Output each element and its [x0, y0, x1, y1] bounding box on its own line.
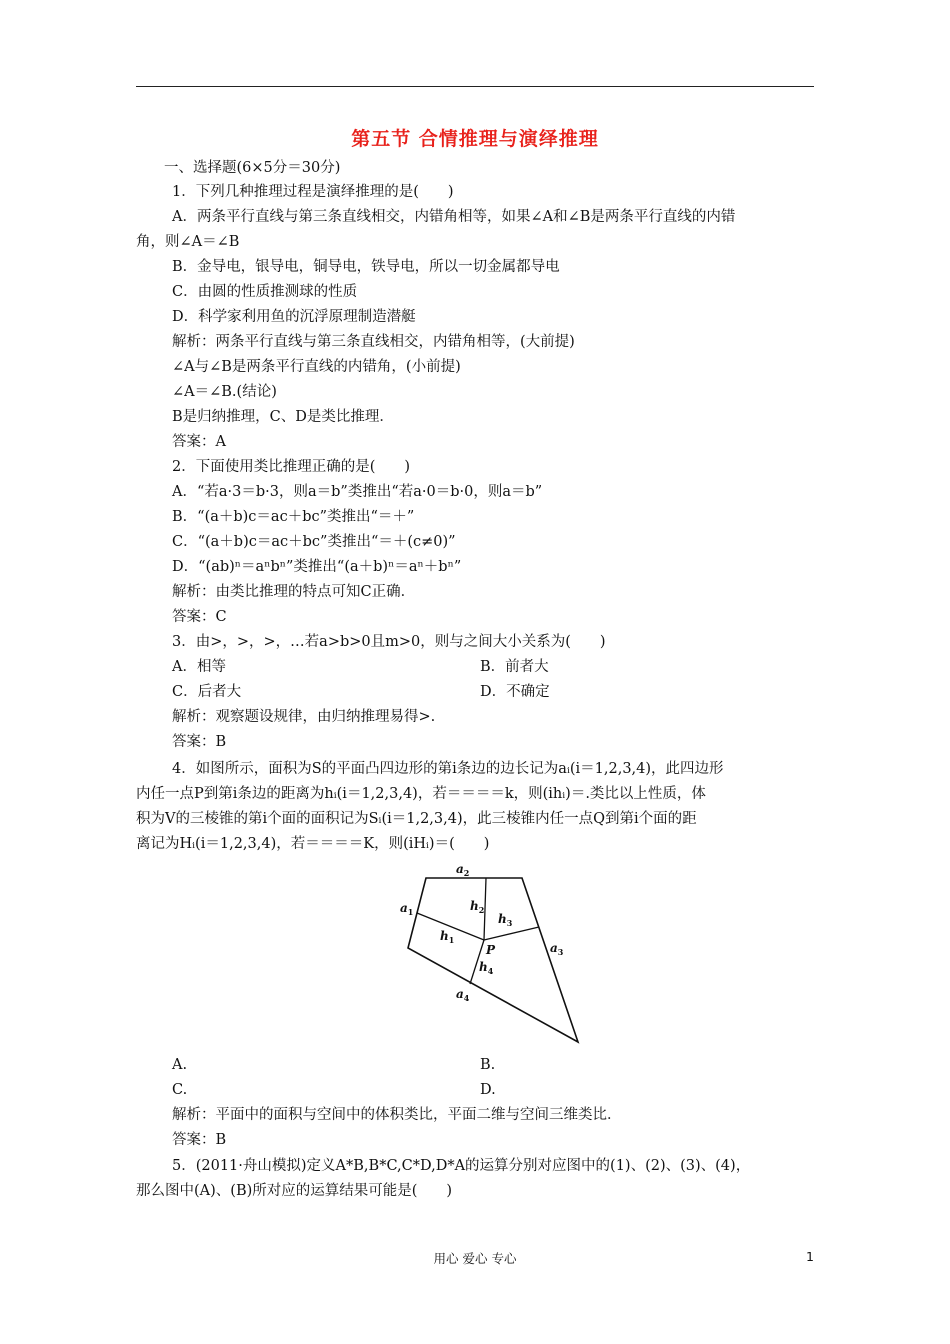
- q1-option-b: B．金导电，银导电，铜导电，铁导电，所以一切金属都导电: [172, 259, 560, 275]
- label-a4: $a_4$: [456, 987, 470, 1003]
- page-title: 第五节 合情推理与演绎推理: [351, 128, 599, 150]
- header-rule: [136, 86, 814, 87]
- q4-option-a: A.: [172, 1057, 188, 1073]
- label-h1: $h_1$: [440, 929, 455, 945]
- q3-stem: 3．由>，>，>，…若a>b>0且m>0，则与之间大小关系为( ): [172, 634, 606, 650]
- q4-answer: 答案：B: [172, 1132, 227, 1148]
- q2-option-a: A．“若a·3＝b·3，则a＝b”类推出“若a·0＝b·0，则a＝b”: [172, 484, 543, 500]
- label-a2: $a_2$: [456, 862, 470, 878]
- q2-option-b: B．“(a＋b)c＝ac＋bc”类推出“＝＋”: [172, 509, 415, 525]
- q4-solution: 解析：平面中的面积与空间中的体积类比，平面二维与空间三维类比．: [172, 1107, 622, 1123]
- label-h4: $h_4$: [479, 960, 494, 976]
- q1-option-a-cont: 角，则∠A＝∠B: [136, 234, 240, 250]
- segment-h3: [484, 927, 539, 940]
- label-a3: $a_3$: [550, 941, 564, 957]
- q4-line-4: 离记为Hᵢ(i＝1,2,3,4)，若＝＝＝＝K，则(iHᵢ)＝( ): [136, 836, 490, 852]
- q5-line-1: 5．(2011·舟山模拟)定义A*B,B*C,C*D,D*A的运算分别对应图中的(1)、(2)、(3)、(4)，: [172, 1158, 751, 1174]
- q2-solution: 解析：由类比推理的特点可知C正确．: [172, 584, 416, 600]
- q4-line-1: 4．如图所示，面积为S的平面凸四边形的第i条边的边长记为aᵢ(i＝1,2,3,4)，此四边形: [172, 761, 724, 777]
- label-h3: $h_3$: [498, 912, 513, 928]
- q2-option-c: C．“(a＋b)c＝ac＋bc”类推出“＝＋(c≠0)”: [172, 534, 456, 550]
- label-a1: $a_1$: [400, 901, 414, 917]
- q3-option-d: D．不确定: [480, 684, 550, 700]
- q1-option-a: A．两条平行直线与第三条直线相交，内错角相等，如果∠A和∠B是两条平行直线的内错: [172, 209, 736, 225]
- q1-solution-3: ∠A＝∠B.(结论): [172, 384, 277, 400]
- q3-option-a: A．相等: [172, 659, 226, 675]
- q1-option-c: C．由圆的性质推测球的性质: [172, 284, 358, 300]
- q4-line-3: 积为V的三棱锥的第i个面的面积记为Sᵢ(i＝1,2,3,4)，此三棱锥内任一点Q到第i个面的距: [136, 811, 697, 827]
- page-footer: 用心 爱心 专心: [433, 1251, 517, 1266]
- q2-stem: 2．下面使用类比推理正确的是( ): [172, 459, 411, 475]
- label-p: P: [486, 943, 496, 957]
- q1-solution-2: ∠A与∠B是两条平行直线的内错角，(小前提): [172, 359, 461, 375]
- q1-answer: 答案：A: [172, 434, 226, 450]
- q5-line-2: 那么图中(A)、(B)所对应的运算结果可能是( ): [136, 1183, 453, 1199]
- q4-line-2: 内任一点P到第i条边的距离为hᵢ(i＝1,2,3,4)，若＝＝＝＝k，则(ihᵢ)＝.类比以上性质，体: [136, 786, 706, 802]
- label-h2: $h_2$: [470, 899, 485, 915]
- q2-option-d: D．“(ab)ⁿ＝aⁿbⁿ”类推出“(a＋b)ⁿ＝aⁿ＋bⁿ”: [172, 559, 462, 575]
- q1-option-d: D．科学家利用鱼的沉浮原理制造潜艇: [172, 309, 416, 325]
- q3-answer: 答案：B: [172, 734, 227, 750]
- q4-option-d: D.: [480, 1082, 496, 1098]
- quadrilateral-figure: [396, 860, 586, 1045]
- q4-option-b: B.: [480, 1057, 496, 1073]
- q1-stem: 1．下列几种推理过程是演绎推理的是( ): [172, 184, 454, 200]
- q1-solution-1: 解析：两条平行直线与第三条直线相交，内错角相等，(大前提): [172, 334, 575, 350]
- q3-solution: 解析：观察题设规律，由归纳推理易得>.: [172, 709, 436, 725]
- page-number: 1: [806, 1249, 814, 1264]
- q4-option-c: C.: [172, 1082, 188, 1098]
- q3-option-c: C．后者大: [172, 684, 242, 700]
- q1-solution-4: B是归纳推理，C、D是类比推理．: [172, 409, 394, 425]
- quadrilateral-outline: [408, 878, 578, 1042]
- section-heading: 一、选择题(6×5分＝30分): [164, 160, 341, 176]
- q2-answer: 答案：C: [172, 609, 227, 625]
- q3-option-b: B．前者大: [480, 659, 549, 675]
